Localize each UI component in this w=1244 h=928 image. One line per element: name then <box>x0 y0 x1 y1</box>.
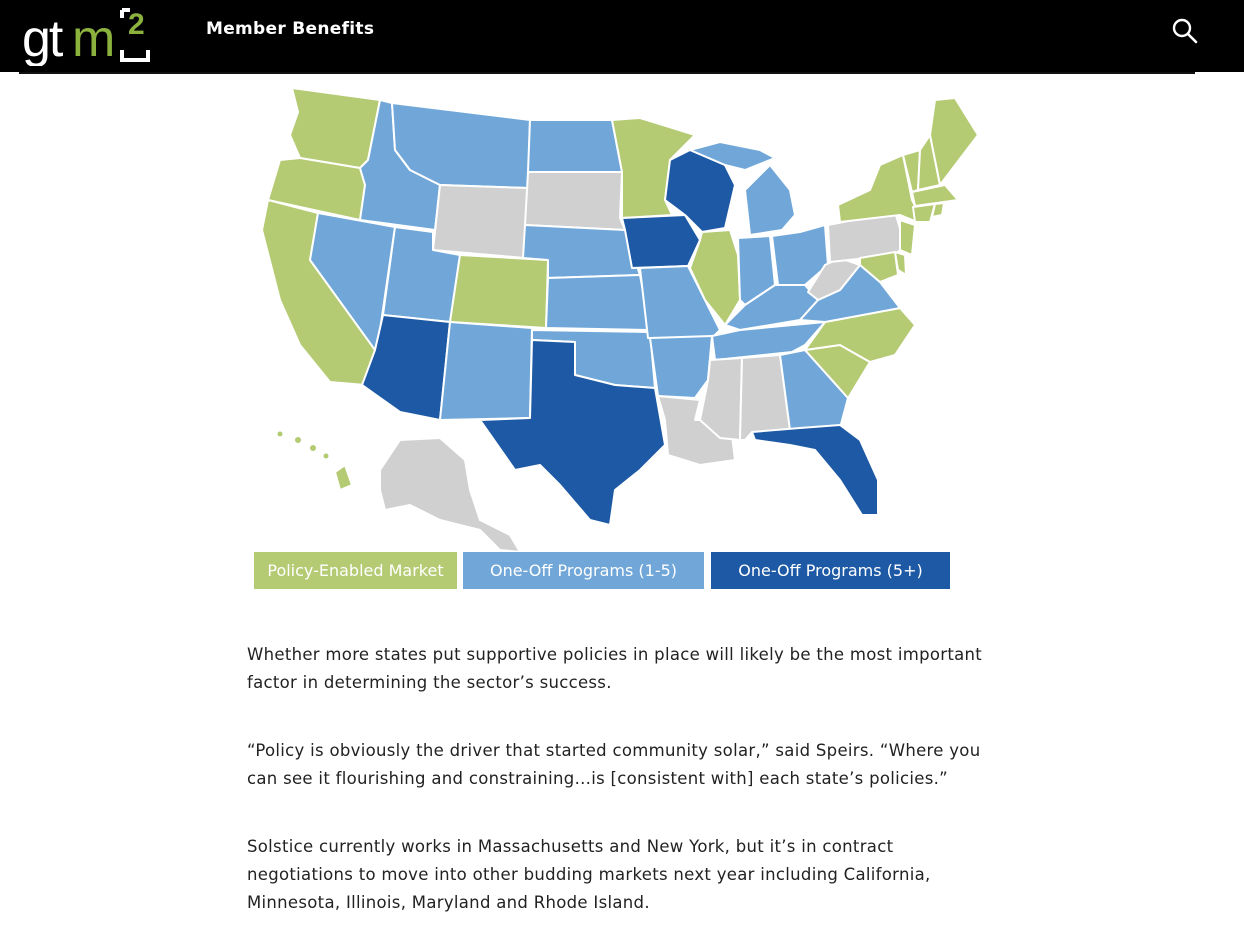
svg-text:m: m <box>72 10 116 66</box>
svg-text:gt: gt <box>22 10 62 66</box>
state-iowa <box>622 215 700 268</box>
legend-one-off-programs-5-plus: One-Off Programs (5+) <box>711 552 950 589</box>
top-navigation-bar <box>0 0 1244 72</box>
state-washington <box>290 88 380 168</box>
state-wyoming <box>433 185 528 258</box>
state-rhode-island <box>932 203 944 217</box>
legend-one-off-programs-1-5: One-Off Programs (1-5) <box>463 552 704 589</box>
header-divider <box>19 72 1195 74</box>
legend-policy-enabled-market: Policy-Enabled Market <box>254 552 457 589</box>
state-connecticut <box>913 204 935 222</box>
state-florida <box>752 425 878 515</box>
state-new-mexico <box>440 322 532 420</box>
gtm2-logo[interactable] <box>22 4 152 66</box>
state-new-jersey <box>900 220 915 255</box>
article-paragraph-2: “Policy is obviously the driver that started community solar,” said Speirs. “Where you can see it flourishing and constraining...is [consistent with] each state’s policies.” <box>247 741 981 788</box>
state-north-dakota <box>528 120 622 172</box>
member-benefits-link[interactable]: Member Benefits <box>206 19 375 39</box>
state-michigan <box>745 165 795 235</box>
search-icon[interactable] <box>1170 16 1200 46</box>
state-maine <box>930 98 978 185</box>
article-paragraph-1: Whether more states put supportive policies in place will likely be the most important factor in determining the sector’s success. <box>247 645 983 692</box>
svg-text:2: 2 <box>128 8 145 41</box>
hawaii-islands <box>278 432 329 459</box>
state-hawaii <box>335 465 352 490</box>
article-paragraph-3: Solstice currently works in Massachusetts and New York, but it’s in contract negotiations to move into other budding markets next year including California, Minnesota, Illinois, Maryland and Rhode Island. <box>247 837 931 912</box>
state-arkansas <box>650 336 712 398</box>
state-south-dakota <box>525 172 625 230</box>
state-colorado <box>450 255 548 328</box>
state-kansas <box>546 275 650 330</box>
us-community-solar-map <box>255 84 985 554</box>
state-alaska <box>380 438 520 552</box>
